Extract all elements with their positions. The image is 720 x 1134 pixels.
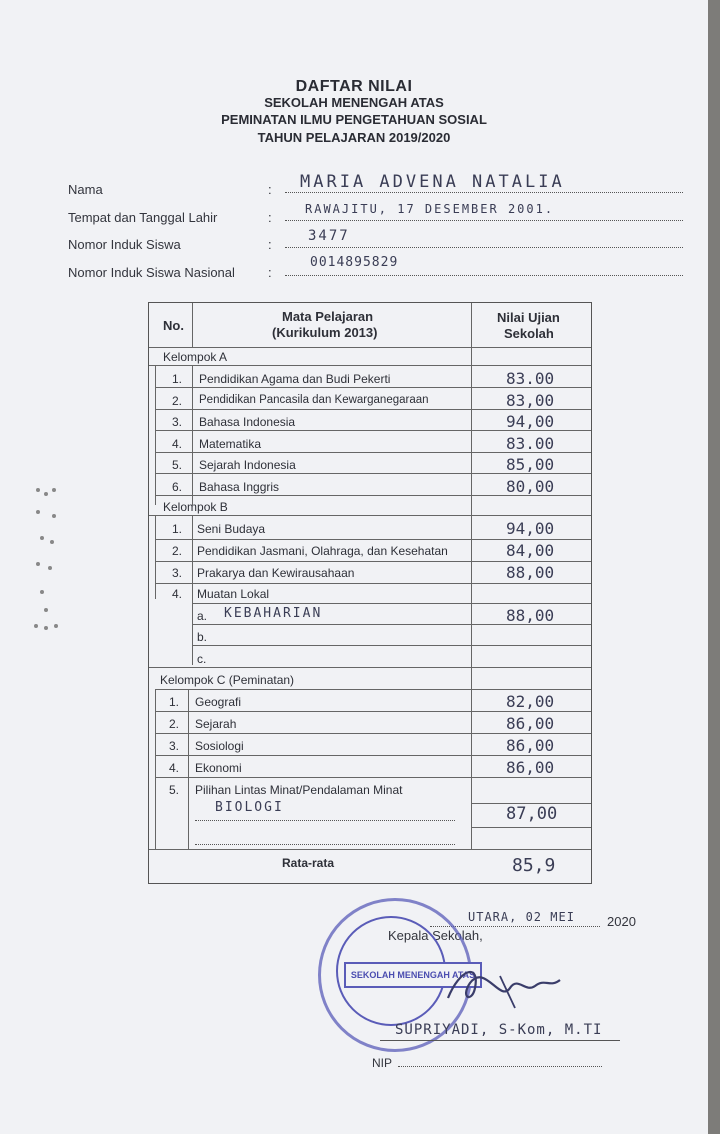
row-score: 94,00 [506,519,555,538]
header-score: Nilai Ujian [497,310,560,325]
row-c5-no: 5. [169,783,180,797]
row-no: 4. [172,437,183,451]
row-subject: Bahasa Inggris [199,480,280,494]
row-no: 2. [172,544,183,558]
nisn-colon: : [268,265,272,280]
average-score: 85,9 [512,855,556,876]
nis-value: 3477 [308,228,350,244]
row-no: 4. [172,587,183,601]
row-no: 1. [172,522,183,536]
row-c5-subject: Pilihan Lintas Minat/Pendalaman Minat [195,783,403,797]
lintas-dotted-line-1 [195,820,455,821]
ttl-colon: : [268,210,272,225]
header-no: No. [163,318,184,333]
row-subject: Muatan Lokal [197,587,270,601]
nisn-value: 0014895829 [310,255,399,270]
nama-label: Nama [68,182,103,197]
document-title: DAFTAR NILAI [295,78,413,95]
muatan-c-letter: c. [197,652,207,666]
nisn-dotted-line [285,275,683,276]
nis-dotted-line [285,247,683,248]
row-score: 88,00 [506,563,555,582]
nip-dotted-line [398,1066,602,1067]
row-no: 5. [172,458,183,472]
row-score: 82,00 [506,692,555,711]
stamp-band-text: SEKOLAH MENENGAH ATAS [344,962,482,988]
row-subject: Ekonomi [195,761,242,775]
row-subject: Sejarah [195,717,237,731]
header-score-sub: Sekolah [504,326,554,341]
row-score: 83.00 [506,434,555,453]
row-subject: Matematika [199,437,262,451]
lintas-minat-value: BIOLOGI [215,800,284,815]
date-year: 2020 [607,914,636,929]
row-no: 2. [172,394,183,408]
nama-colon: : [268,182,272,197]
row-score: 86,00 [506,736,555,755]
row-score: 80,00 [506,477,555,496]
row-no: 4. [169,761,180,775]
muatan-b-letter: b. [197,630,208,644]
row-no: 2. [169,717,180,731]
program-name: PEMINATAN ILMU PENGETAHUAN SOSIAL [221,112,487,127]
nama-dotted-line [285,192,683,193]
nama-value: MARIA ADVENA NATALIA [300,172,565,192]
nip-label: NIP [372,1056,393,1070]
row-score: 85,00 [506,455,555,474]
principal-role: Kepala Sekolah, [388,928,483,943]
school-year: TAHUN PELAJARAN 2019/2020 [257,130,451,145]
row-score: 83,00 [506,391,555,410]
row-no: 3. [172,415,183,429]
row-no: 6. [172,480,183,494]
row-subject: Pendidikan Jasmani, Olahraga, dan Kesehatan [197,544,448,558]
row-subject: Sosiologi [195,739,244,753]
group-c-label: Kelompok C (Peminatan) [160,673,295,687]
header-subject: Mata Pelajaran [282,309,374,324]
muatan-a-score: 88,00 [506,606,555,625]
school-name: SEKOLAH MENENGAH ATAS [264,95,444,110]
average-label: Rata-rata [282,856,335,870]
ttl-value: RAWAJITU, 17 DESEMBER 2001. [305,202,555,216]
group-a-label: Kelompok A [163,350,228,364]
muatan-a-letter: a. [197,609,208,623]
row-score: 83.00 [506,369,555,388]
principal-signature [440,958,590,1018]
nis-colon: : [268,237,272,252]
row-score: 84,00 [506,541,555,560]
row-no: 3. [172,566,183,580]
nis-label: Nomor Induk Siswa [68,237,181,252]
row-subject: Prakarya dan Kewirausahaan [197,566,355,580]
place-date: UTARA, 02 MEI [468,910,575,924]
row-subject: Pendidikan Agama dan Budi Pekerti [199,372,391,386]
ttl-label: Tempat dan Tanggal Lahir [68,210,218,225]
group-b-label: Kelompok B [163,500,228,514]
principal-name-line [380,1040,620,1041]
lintas-minat-score: 87,00 [506,804,558,824]
lintas-dotted-line-2 [195,844,455,845]
row-subject: Bahasa Indonesia [199,415,296,429]
muatan-a-value: KEBAHARIAN [224,606,323,621]
row-score: 86,00 [506,758,555,777]
row-score: 94,00 [506,412,555,431]
principal-name: SUPRIYADI, S-Kom, M.TI [395,1022,603,1038]
row-no: 3. [169,739,180,753]
row-score: 86,00 [506,714,555,733]
row-no: 1. [172,372,183,386]
row-subject: Geografi [195,695,242,709]
row-subject: Pendidikan Pancasila dan Kewarganegaraan [199,394,429,406]
header-curriculum: (Kurikulum 2013) [272,325,378,340]
row-subject: Seni Budaya [197,522,266,536]
row-no: 1. [169,695,180,709]
ttl-dotted-line [285,220,683,221]
row-subject: Sejarah Indonesia [199,458,296,472]
nisn-label: Nomor Induk Siswa Nasional [68,265,235,280]
